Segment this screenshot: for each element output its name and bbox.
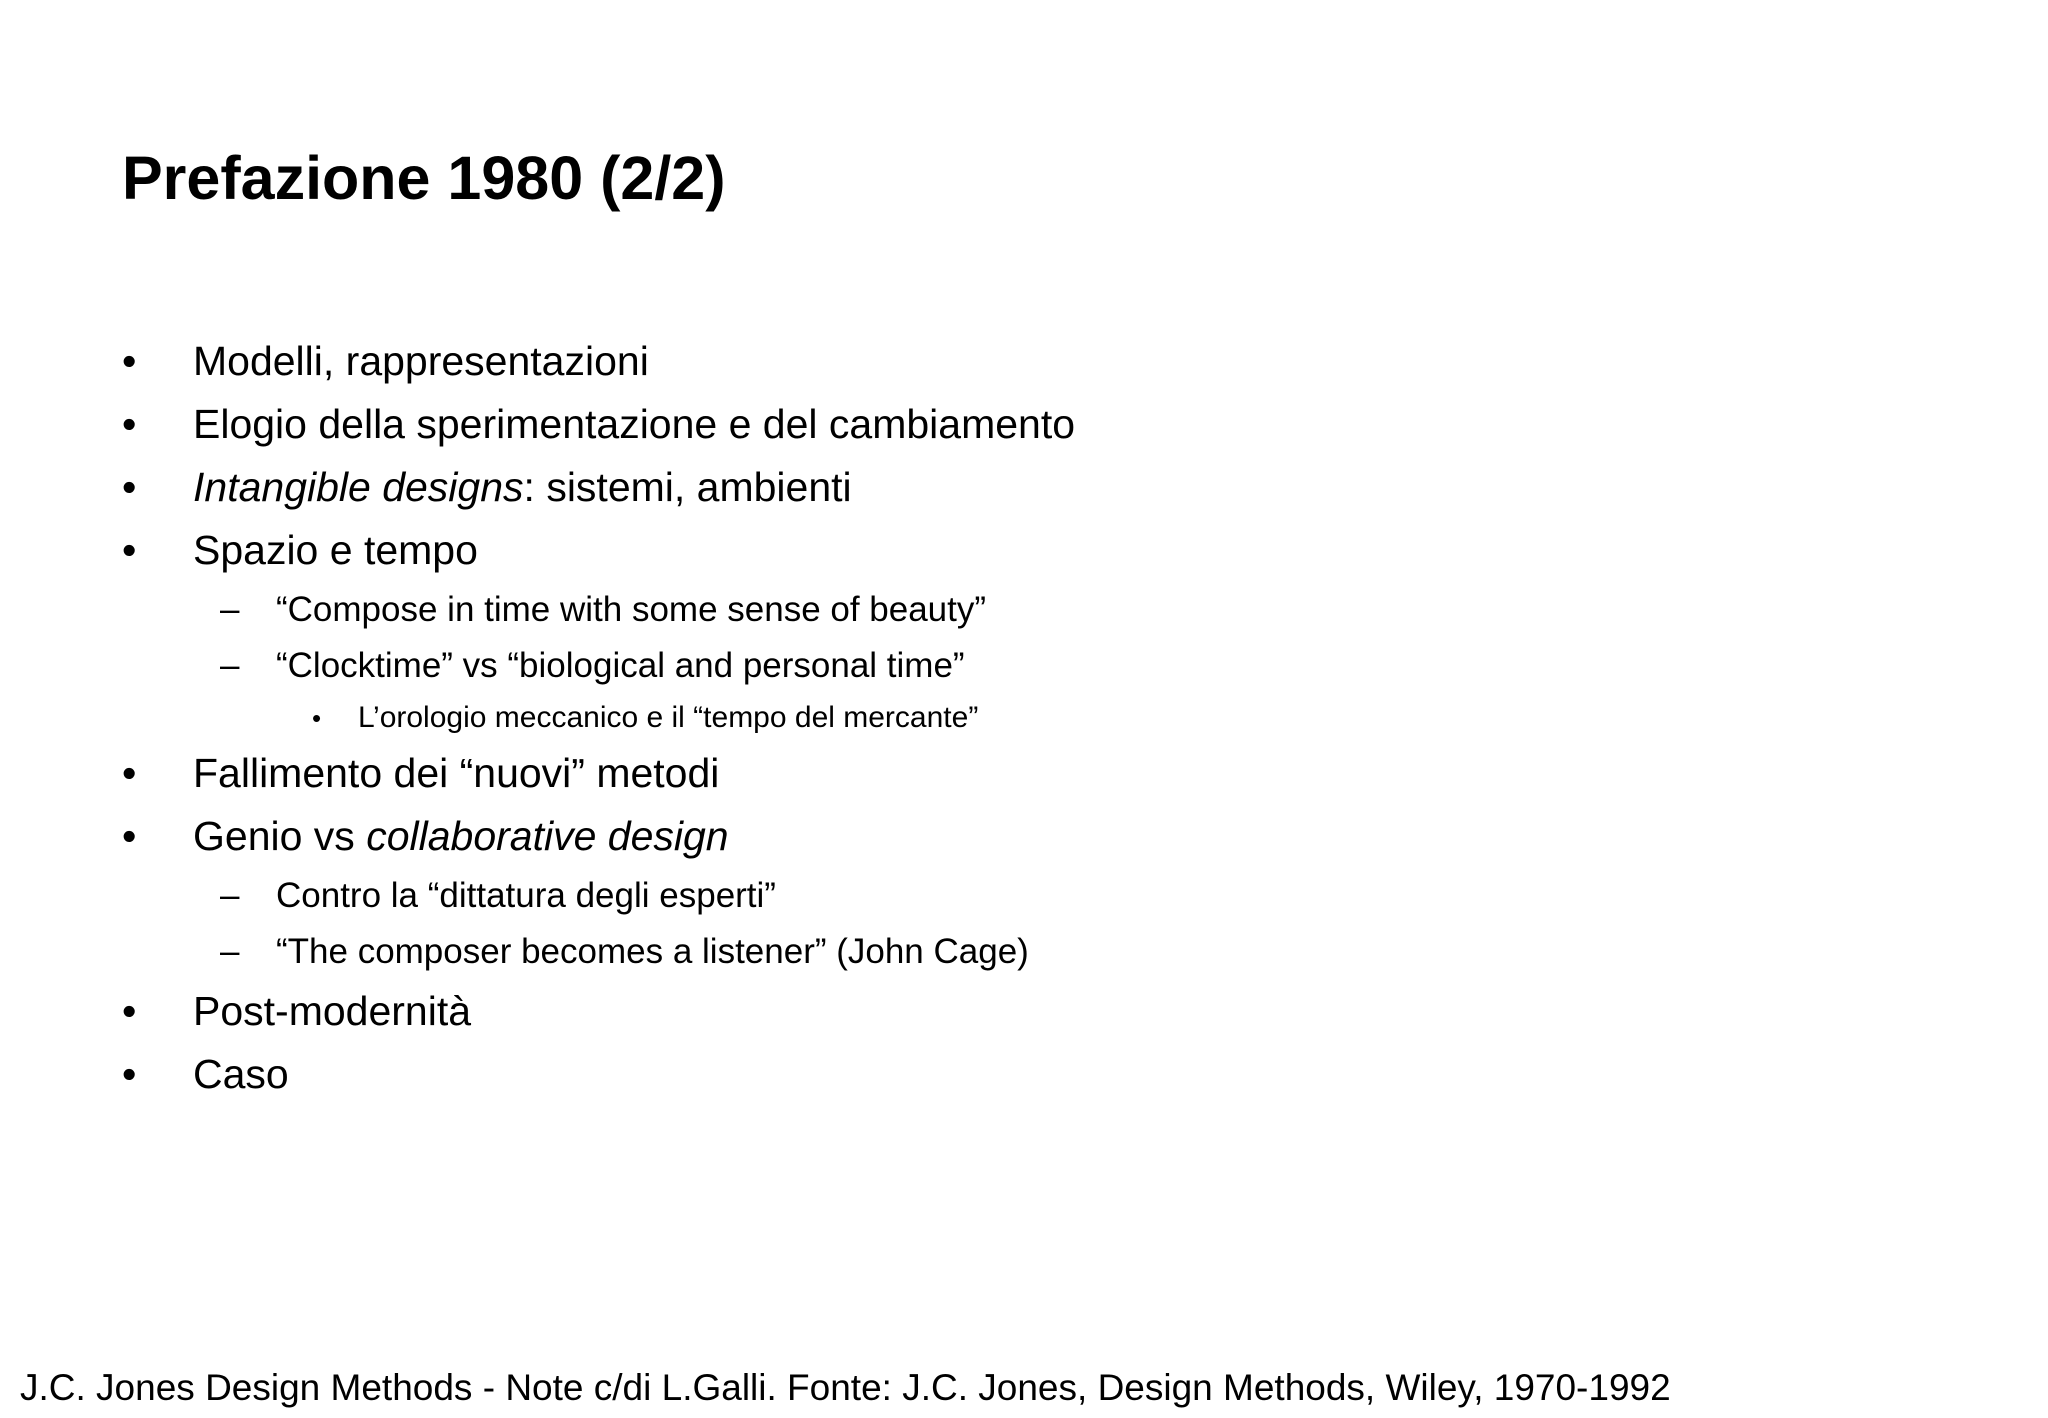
list-item (0, 456, 2048, 519)
list-item (0, 330, 2048, 393)
list-item (0, 805, 2048, 868)
bullet-marker: • (312, 703, 322, 733)
plain-text: : sistemi, ambienti (523, 464, 852, 510)
bullet-marker: • (122, 1051, 137, 1097)
bullet-marker: • (122, 338, 137, 384)
dash-marker: – (220, 646, 240, 685)
list-item (0, 393, 2048, 456)
list-item-text: “Clocktime” vs “biological and personal time” (276, 646, 965, 685)
dash-marker: – (220, 932, 240, 971)
bullet-marker: • (122, 750, 137, 796)
list-item-text: Contro la “dittatura degli esperti” (276, 876, 776, 915)
list-item (0, 980, 2048, 1043)
bullet-marker: • (122, 527, 137, 573)
sub-list-item (0, 924, 2048, 980)
list-item-text: L’orologio meccanico e il “tempo del mercante” (358, 701, 979, 734)
list-item-text (193, 805, 729, 868)
list-item-text (193, 456, 852, 519)
dash-marker: – (220, 876, 240, 915)
italic-text: collaborative design (366, 813, 729, 859)
dash-marker: – (220, 590, 240, 629)
bullet-marker: • (122, 988, 137, 1034)
bullet-list (0, 330, 2048, 1106)
list-item (0, 519, 2048, 582)
list-item-text: Spazio e tempo (193, 527, 478, 573)
bullet-marker: • (122, 464, 137, 510)
sub-list-item (0, 638, 2048, 694)
bullet-marker: • (122, 401, 137, 447)
italic-text: Intangible designs (193, 464, 524, 510)
list-item-text: “Compose in time with some sense of beauty” (276, 590, 987, 629)
list-item-text: Elogio della sperimentazione e del cambiamento (193, 401, 1076, 447)
list-item-text: Post-modernità (193, 988, 472, 1034)
list-item-text: Modelli, rappresentazioni (193, 338, 649, 384)
list-item-text: Caso (193, 1051, 289, 1097)
list-item-text: “The composer becomes a listener” (John Cage) (276, 932, 1029, 971)
list-item (0, 1043, 2048, 1106)
plain-text: Genio vs (193, 813, 367, 859)
sub-list-item (0, 582, 2048, 638)
list-item-text: Fallimento dei “nuovi” metodi (193, 750, 720, 796)
bullet-marker: • (122, 813, 137, 859)
sub-sub-list-item (0, 694, 2048, 742)
slide-title: Prefazione 1980 (2/2) (122, 144, 726, 212)
sub-list-item (0, 868, 2048, 924)
slide-footer: J.C. Jones Design Methods - Note c/di L.Galli. Fonte: J.C. Jones, Design Methods, Wiley, 1970-1992 (20, 1367, 1671, 1408)
list-item (0, 742, 2048, 805)
